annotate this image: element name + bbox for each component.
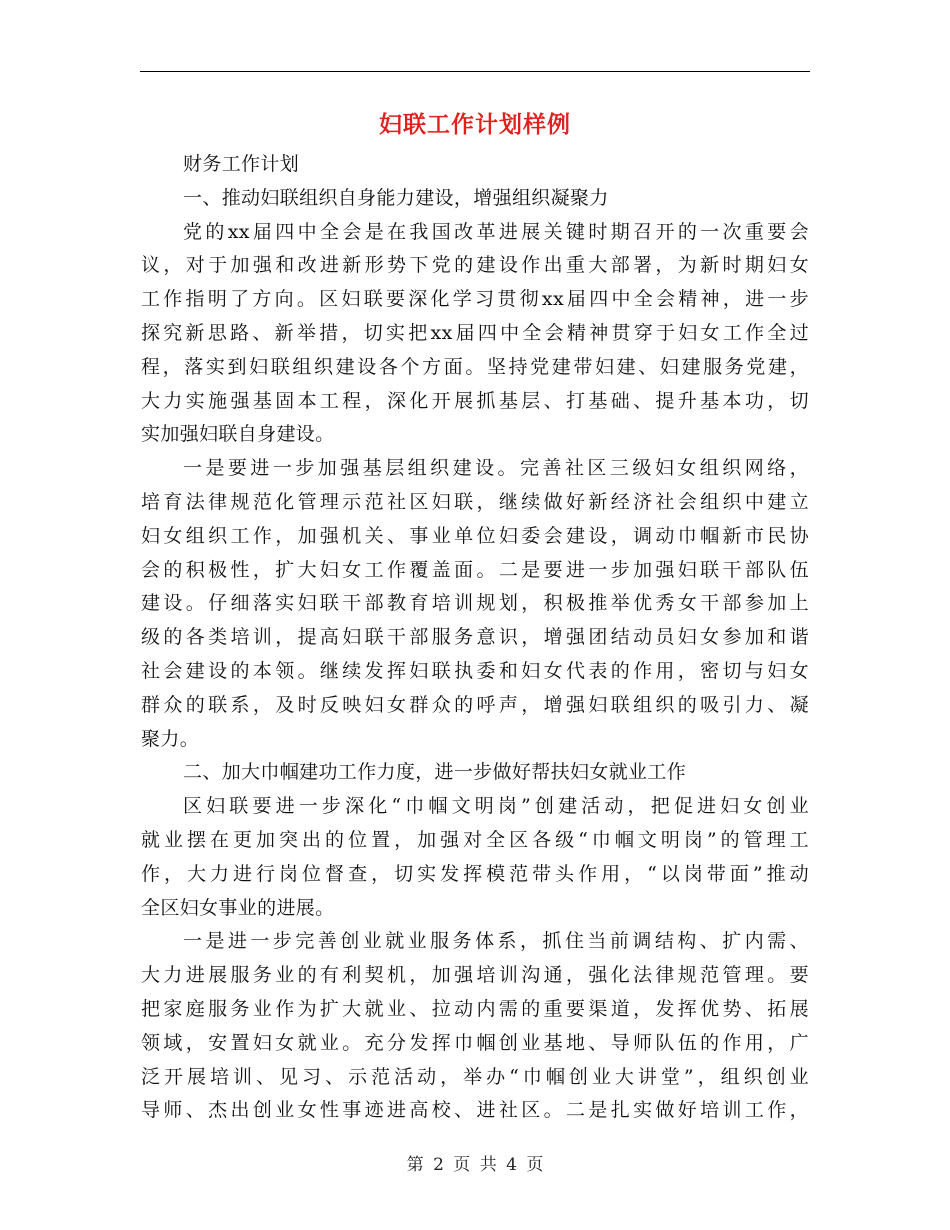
body-line: 妇女组织工作，加强机关、事业单位妇委会建设，调动巾帼新市民协 [141, 524, 809, 547]
body-line: 党的xx届四中全会是在我国改革进展关键时期召开的一次重要会 [183, 220, 809, 243]
body-line: 一是要进一步加强基层组织建设。完善社区三级妇女组织网络， [183, 457, 809, 480]
body-line: 大力进展服务业的有利契机，加强培训沟通，强化法律规范管理。要 [141, 964, 809, 987]
body-line: 导师、杰出创业女性事迹进高校、进社区。二是扎实做好培训工作， [141, 1099, 809, 1122]
body-line: 区妇联要进一步深化“巾帼文明岗”创建活动，把促进妇女创业 [183, 795, 809, 818]
body-line: 作，大力进行岗位督查，切实发挥模范带头作用，“以岗带面”推动 [141, 862, 809, 885]
body-line: 全区妇女事业的进展。 [141, 896, 335, 919]
body-line: 就业摆在更加突出的位置，加强对全区各级“巾帼文明岗”的管理工 [141, 828, 809, 851]
body-line: 工作指明了方向。区妇联要深化学习贯彻xx届四中全会精神，进一步 [141, 288, 809, 311]
header-rule [140, 71, 810, 72]
body-line: 建设。仔细落实妇联干部教育培训规划，积极推举优秀女干部参加上 [141, 592, 809, 615]
body-line: 一是进一步完善创业就业服务体系，抓住当前调结构、扩内需、 [183, 930, 809, 953]
body-line: 泛开展培训、见习、示范活动，举办“巾帼创业大讲堂”，组织创业 [141, 1065, 809, 1088]
page-footer: 第 2 页 共 4 页 [406, 1155, 544, 1175]
body-line: 社会建设的本领。继续发挥妇联执委和妇女代表的作用，密切与妇女 [141, 659, 809, 682]
body-line: 探究新思路、新举措，切实把xx届四中全会精神贯穿于妇女工作全过 [141, 321, 809, 344]
body-line: 聚力。 [141, 727, 200, 750]
body-line: 议，对于加强和改进新形势下党的建设作出重大部署，为新时期妇女 [141, 254, 809, 277]
body-line: 一、推动妇联组织自身能力建设，增强组织凝聚力 [183, 186, 609, 209]
body-line: 会的积极性，扩大妇女工作覆盖面。二是要进一步加强妇联干部队伍 [141, 558, 809, 581]
document-title: 妇联工作计划样例 [379, 111, 571, 138]
body-line: 群众的联系，及时反映妇女群众的呼声，增强妇联组织的吸引力、凝 [141, 693, 809, 716]
body-line: 二、加大巾帼建功工作力度，进一步做好帮扶妇女就业工作 [183, 761, 687, 784]
body-line: 程，落实到妇联组织建设各个方面。坚持党建带妇建、妇建服务党建， [141, 355, 809, 378]
document-body [141, 148, 809, 1128]
body-line: 财务工作计划 [183, 153, 300, 175]
body-line: 把家庭服务业作为扩大就业、拉动内需的重要渠道，发挥优势、拓展 [141, 997, 809, 1020]
body-line: 领域，安置妇女就业。充分发挥巾帼创业基地、导师队伍的作用，广 [141, 1031, 809, 1054]
body-line: 级的各类培训，提高妇联干部服务意识，增强团结动员妇女参加和谐 [141, 626, 809, 649]
body-line: 实加强妇联自身建设。 [141, 423, 335, 446]
body-line: 培育法律规范化管理示范社区妇联，继续做好新经济社会组织中建立 [141, 490, 809, 513]
body-line: 大力实施强基固本工程，深化开展抓基层、打基础、提升基本功，切 [141, 389, 809, 412]
